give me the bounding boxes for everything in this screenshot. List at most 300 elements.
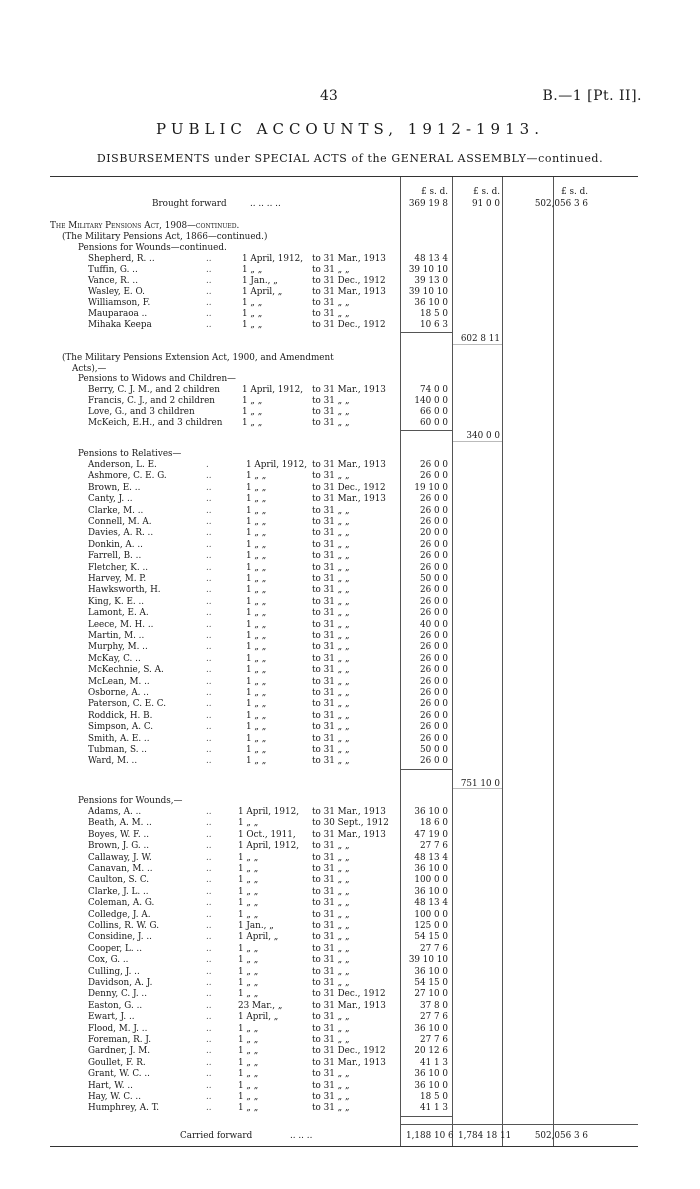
period-to: to 30 Sept., 1912 [312, 818, 389, 829]
ledger-row [50, 1035, 638, 1045]
amount: 26 0 0 [420, 653, 448, 664]
period-from: 1 „ „ [238, 852, 259, 863]
leader-dots: .. [206, 631, 212, 641]
leader-dots: .. [206, 287, 212, 297]
col-head-a: £ s. d. [421, 187, 448, 197]
amount: 27 7 6 [420, 943, 448, 954]
leader-dots: .. [206, 807, 212, 817]
leader-dots: .. [206, 665, 212, 676]
period-to: to 31 „ „ [312, 574, 350, 584]
period-from: 1 April, 1912, [242, 385, 303, 395]
leader-dots: .. [206, 886, 212, 897]
section-rule [453, 441, 502, 442]
period-to: to 31 Mar., 1913 [312, 254, 386, 264]
period-to: to 31 Dec., 1912 [312, 276, 386, 286]
act-title-row [50, 221, 638, 231]
period-to: to 31 Mar., 1913 [312, 1000, 386, 1011]
period-to: to 31 „ „ [312, 562, 350, 573]
period-to: to 31 „ „ [312, 596, 350, 607]
period-from: 1 „ „ [246, 585, 267, 596]
amount: 26 0 0 [420, 710, 448, 721]
period-to: to 31 Mar., 1913 [312, 385, 386, 395]
amount: 26 0 0 [420, 562, 448, 573]
period-to: to 31 „ „ [312, 1103, 350, 1114]
payee-name: Humphrey, A. T. [88, 1103, 160, 1114]
amount: 36 10 0 [414, 1069, 448, 1080]
ledger-row [50, 1058, 638, 1068]
amount: 26 0 0 [420, 665, 448, 676]
period-from: 1 „ „ [238, 1023, 259, 1034]
leader-dots: .. [206, 841, 212, 852]
payee-name: Martin, M. .. [88, 631, 145, 641]
leader-dots: .. [206, 829, 212, 840]
period-from: 1 „ „ [246, 710, 267, 721]
leader-dots: .. [206, 254, 212, 264]
period-from: 1 „ „ [242, 407, 263, 417]
period-from: 1 „ „ [238, 886, 259, 897]
payee-name: Mauparaoa .. [88, 309, 148, 319]
payee-name: McLean, M. .. [88, 676, 150, 687]
period-from: 1 „ „ [238, 909, 259, 920]
period-from: 1 „ „ [246, 482, 267, 493]
subtotal-rule [401, 1116, 452, 1117]
leader-dots: .. [206, 265, 212, 275]
period-from: 1 „ „ [238, 1046, 259, 1057]
amount: 26 0 0 [420, 460, 448, 470]
amount: 26 0 0 [420, 699, 448, 710]
period-to: to 31 „ „ [312, 756, 350, 767]
ledger-row [50, 309, 638, 319]
act-sub: (The Military Pensions Act, 1866—continued.) [62, 232, 268, 242]
period-from: 1 „ „ [238, 943, 259, 954]
leader-dots: .. [206, 932, 212, 943]
amount: 26 0 0 [420, 471, 448, 482]
ledger-row [50, 631, 638, 641]
payee-name: Brown, E. .. [88, 482, 141, 493]
payee-name: Caulton, S. C. [88, 875, 150, 886]
ledger-row [50, 551, 638, 561]
period-from: 1 „ „ [238, 989, 259, 1000]
brought-forward-label: Brought forward [152, 199, 227, 209]
ledger-row [50, 642, 638, 652]
payee-name: Connell, M. A. [88, 517, 152, 527]
ledger-row [50, 265, 638, 275]
relatives-title-row [50, 449, 638, 459]
leader-dots: .. [206, 756, 212, 767]
period-from: 1 „ „ [242, 320, 263, 330]
payee-name: Simpson, A. C. [88, 722, 154, 733]
leader-dots: .. [206, 978, 212, 988]
period-from: 1 „ „ [238, 1080, 259, 1091]
period-from: 1 „ „ [246, 722, 267, 733]
amount: 54 15 0 [414, 932, 448, 943]
period-to: to 31 „ „ [312, 1092, 350, 1102]
extension-act-title2: Acts),— [72, 364, 107, 374]
ledger-row [50, 396, 638, 406]
amount: 26 0 0 [420, 596, 448, 607]
period-from: 23 Mar., „ [238, 1000, 283, 1011]
period-from: 1 „ „ [238, 1035, 259, 1045]
period-from: 1 „ „ [246, 676, 267, 687]
ledger-row [50, 298, 638, 308]
payee-name: Denny, C. J. .. [88, 989, 148, 1000]
act-sub-row [50, 232, 638, 242]
period-to: to 31 „ „ [312, 396, 350, 406]
group-total-row [50, 779, 638, 789]
amount: 36 10 0 [414, 807, 448, 817]
wounds-title-row [50, 796, 638, 806]
payee-name: Colledge, J. A. [88, 909, 151, 920]
payee-name: McKay, C. .. [88, 653, 141, 664]
carried-forward-label: Carried forward [180, 1131, 253, 1141]
leader-dots: .. [206, 1057, 212, 1068]
payee-name: Cooper, L. .. [88, 943, 143, 954]
leader-dots: .. [206, 505, 212, 516]
leader-dots: .. [206, 898, 212, 909]
ledger-row [50, 385, 638, 395]
period-to: to 31 „ „ [312, 898, 350, 909]
leader-dots: .. [206, 1046, 212, 1057]
brought-forward-b: 91 0 0 [472, 199, 500, 209]
amount: 10 6 3 [420, 320, 448, 330]
period-from: 1 „ „ [246, 494, 267, 505]
leader-dots: .. [206, 699, 212, 710]
amount: 140 0 0 [414, 396, 448, 406]
leader-dots: . [206, 460, 209, 470]
leader-dots: .. [206, 1023, 212, 1034]
payee-name: Goullet, F. R. [88, 1057, 146, 1068]
payee-name: Easton, G. .. [88, 1000, 143, 1011]
payee-name: Tuffin, G. .. [88, 265, 138, 275]
period-to: to 31 „ „ [312, 1012, 350, 1023]
ledger-row [50, 887, 638, 897]
subtotal-rule [401, 769, 452, 770]
group-total: 340 0 0 [466, 431, 500, 441]
period-to: to 31 „ „ [312, 978, 350, 988]
leader-dots: .. [206, 653, 212, 664]
group-title: Pensions for Wounds—continued. [78, 243, 227, 253]
amount: 37 8 0 [420, 1000, 448, 1011]
period-to: to 31 „ „ [312, 407, 350, 417]
act-title: The Military Pensions Act, 1908—continued. [50, 221, 240, 231]
ledger-row [50, 818, 638, 828]
payee-name: Cox, G. .. [88, 955, 129, 966]
amount: 36 10 0 [414, 298, 448, 308]
ledger-row [50, 620, 638, 630]
subtotal-rule [401, 332, 452, 333]
period-to: to 31 „ „ [312, 1080, 350, 1091]
period-from: 1 „ „ [246, 699, 267, 710]
payee-name: Ewart, J. .. [88, 1012, 135, 1023]
payee-name: Hart, W. .. [88, 1080, 133, 1091]
ledger-row [50, 1103, 638, 1113]
leader-dots: .. [206, 733, 212, 744]
group-total: 751 10 0 [460, 779, 500, 789]
leader-dots: .. [206, 875, 212, 886]
amount: 125 0 0 [414, 921, 448, 931]
ledger-row [50, 528, 638, 538]
period-to: to 31 Mar., 1913 [312, 1057, 386, 1068]
period-from: 1 „ „ [242, 309, 263, 319]
leader-dots: .. [206, 585, 212, 596]
document-reference: B.—1 [Pt. II]. [542, 88, 642, 104]
period-from: 1 „ „ [238, 1092, 259, 1102]
payee-name: Harvey, M. P. [88, 574, 147, 584]
ledger-row [50, 654, 638, 664]
payee-name: Brown, J. G. .. [88, 841, 150, 852]
amount: 18 5 0 [420, 309, 448, 319]
amount: 36 10 0 [414, 864, 448, 874]
brought-forward-row [50, 199, 638, 209]
leader-dots: .. [206, 1069, 212, 1080]
period-from: 1 „ „ [242, 298, 263, 308]
period-to: to 31 „ „ [312, 309, 350, 319]
ledger-row [50, 967, 638, 977]
amount: 27 10 0 [414, 989, 448, 1000]
widows-title-row [50, 374, 638, 384]
payee-name: Boyes, W. F. .. [88, 829, 150, 840]
ledger-row [50, 745, 638, 755]
leader-dots: .. [206, 710, 212, 721]
period-from: 1 „ „ [246, 608, 267, 619]
page-title: PUBLIC ACCOUNTS, 1912-1913. [156, 120, 544, 138]
payee-name: Osborne, A. .. [88, 688, 149, 698]
payee-name: McKeich, E.H., and 3 children [88, 418, 223, 428]
period-from: 1 „ „ [238, 1057, 259, 1068]
period-to: to 31 „ „ [312, 955, 350, 966]
payee-name: Foreman, R. J. [88, 1035, 152, 1045]
amount: 39 13 0 [414, 276, 448, 286]
leader-dots: .. [206, 494, 212, 505]
ledger-row [50, 711, 638, 721]
ledger-row [50, 506, 638, 516]
period-to: to 31 Dec., 1912 [312, 320, 386, 330]
leader-dots: .. [206, 517, 212, 527]
leader-dots: .. [206, 688, 212, 698]
amount: 48 13 4 [414, 852, 448, 863]
period-from: 1 „ „ [246, 619, 267, 630]
payee-name: Tubman, S. .. [88, 745, 147, 755]
payee-name: Ward, M. .. [88, 756, 138, 767]
leader-dots: .. [206, 1103, 212, 1114]
ledger-row [50, 287, 638, 297]
amount: 36 10 0 [414, 1023, 448, 1034]
carried-forward-row [50, 1131, 638, 1141]
ledger-row [50, 722, 638, 732]
payee-name: Culling, J. .. [88, 966, 140, 977]
period-from: 1 „ „ [238, 978, 259, 988]
period-from: 1 „ „ [246, 665, 267, 676]
ledger-row [50, 864, 638, 874]
amount: 50 0 0 [420, 745, 448, 755]
amount: 100 0 0 [414, 875, 448, 886]
period-to: to 31 „ „ [312, 418, 350, 428]
period-to: to 31 „ „ [312, 471, 350, 482]
period-to: to 31 „ „ [312, 722, 350, 733]
ledger-row [50, 898, 638, 908]
period-to: to 31 „ „ [312, 886, 350, 897]
carried-forward-c: 502,056 3 6 [534, 1131, 588, 1141]
payee-name: Anderson, L. E. [88, 460, 157, 470]
period-to: to 31 „ „ [312, 539, 350, 550]
period-from: 1 Jan., „ [238, 921, 274, 931]
leader-dots: .. [206, 596, 212, 607]
period-from: 1 „ „ [246, 653, 267, 664]
leader-dots: .. [206, 539, 212, 550]
amount: 36 10 0 [414, 1080, 448, 1091]
ledger-row [50, 688, 638, 698]
payee-name: Beath, A. M. .. [88, 818, 152, 829]
payee-name: Francis, C. J., and 2 children [88, 396, 215, 406]
payee-name: Collins, R. W. G. [88, 921, 160, 931]
payee-name: Flood, M. J. .. [88, 1023, 148, 1034]
period-from: 1 „ „ [246, 642, 267, 653]
period-to: to 31 „ „ [312, 932, 350, 943]
leader-dots: .. [206, 320, 212, 330]
section-rule [453, 788, 502, 789]
amount: 18 6 0 [420, 818, 448, 829]
payee-name: Fletcher, K. .. [88, 562, 149, 573]
period-to: to 31 „ „ [312, 265, 350, 275]
amount: 26 0 0 [420, 676, 448, 687]
ledger-row [50, 574, 638, 584]
subtotal-rule [401, 430, 452, 431]
relatives-title: Pensions to Relatives— [78, 449, 182, 459]
amount: 26 0 0 [420, 551, 448, 562]
ledger-row [50, 1024, 638, 1034]
payee-name: Grant, W. C. .. [88, 1069, 150, 1080]
brought-forward-c: 502,056 3 6 [534, 199, 588, 209]
ledger-row [50, 407, 638, 417]
leader-dots: .. [206, 943, 212, 954]
payee-name: Vance, R. .. [88, 276, 138, 286]
period-to: to 31 „ „ [312, 710, 350, 721]
payee-name: King, K. E. .. [88, 596, 145, 607]
payee-name: Wasley, E. O. [88, 287, 145, 297]
period-from: 1 Oct., 1911, [238, 829, 296, 840]
payee-name: Clarke, J. L. .. [88, 886, 149, 897]
leader-dots: .. [206, 989, 212, 1000]
amount: 41 1 3 [420, 1057, 448, 1068]
payee-name: Shepherd, R. .. [88, 254, 155, 264]
period-to: to 31 „ „ [312, 943, 350, 954]
col-head-c: £ s. d. [561, 187, 588, 197]
ledger-row [50, 1081, 638, 1091]
amount: 26 0 0 [420, 585, 448, 596]
leader-dots: .. [206, 482, 212, 493]
payee-name: Callaway, J. W. [88, 852, 152, 863]
payee-name: Berry, C. J. M., and 2 children [88, 385, 220, 395]
payee-name: Lamont, E. A. [88, 608, 149, 619]
ledger-row [50, 830, 638, 840]
payee-name: Mihaka Keepa [88, 320, 152, 330]
payee-name: Canavan, M. .. [88, 864, 153, 874]
ledger-row [50, 841, 638, 851]
period-to: to 31 „ „ [312, 653, 350, 664]
ledger-row [50, 875, 638, 885]
period-to: to 31 „ „ [312, 875, 350, 886]
ledger-row [50, 585, 638, 595]
page-subtitle: DISBURSEMENTS under SPECIAL ACTS of the GENERAL ASSEMBLY—continued. [96, 152, 604, 165]
ledger-row [50, 471, 638, 481]
amount: 36 10 0 [414, 886, 448, 897]
ledger-row [50, 944, 638, 954]
period-from: 1 „ „ [246, 562, 267, 573]
period-to: to 31 Mar., 1913 [312, 460, 386, 470]
ledger-row [50, 320, 638, 330]
leader-dots: .. [206, 1092, 212, 1102]
payee-name: Hay, W. C. .. [88, 1092, 142, 1102]
ledger-row [50, 989, 638, 999]
ledger-row [50, 955, 638, 965]
leader-dots: .. [206, 852, 212, 863]
leader-dots: .. [206, 562, 212, 573]
period-from: 1 „ „ [238, 1069, 259, 1080]
payee-name: Davidson, A. J. [88, 978, 153, 988]
period-to: to 31 „ „ [312, 841, 350, 852]
total-rule [401, 1124, 638, 1125]
amount: 47 19 0 [414, 829, 448, 840]
period-to: to 31 „ „ [312, 733, 350, 744]
ledger-row [50, 460, 638, 470]
amount: 50 0 0 [420, 574, 448, 584]
leader-dots: .. [206, 1080, 212, 1091]
period-to: to 31 „ „ [312, 676, 350, 687]
extension-act-row2 [50, 364, 638, 374]
amount: 19 10 0 [414, 482, 448, 493]
payee-name: Farrell, B. .. [88, 551, 142, 562]
payee-name: Williamson, F. [88, 298, 151, 308]
ledger-row [50, 921, 638, 931]
payee-name: Roddick, H. B. [88, 710, 153, 721]
payee-name: Coleman, A. G. [88, 898, 155, 909]
period-from: 1 „ „ [238, 955, 259, 966]
period-to: to 31 Mar., 1913 [312, 494, 386, 505]
period-to: to 31 Dec., 1912 [312, 1046, 386, 1057]
period-to: to 31 „ „ [312, 517, 350, 527]
period-from: 1 „ „ [242, 418, 263, 428]
period-to: to 31 „ „ [312, 585, 350, 596]
ledger-row [50, 1092, 638, 1102]
period-to: to 31 „ „ [312, 1069, 350, 1080]
leader-dots: .. [206, 608, 212, 619]
amount: 26 0 0 [420, 631, 448, 641]
period-from: 1 „ „ [246, 574, 267, 584]
amount: 20 0 0 [420, 528, 448, 539]
period-from: 1 „ „ [246, 596, 267, 607]
period-from: 1 „ „ [246, 756, 267, 767]
amount: 74 0 0 [420, 385, 448, 395]
leader-dots: .. [206, 309, 212, 319]
amount: 60 0 0 [420, 418, 448, 428]
amount: 18 5 0 [420, 1092, 448, 1102]
period-from: 1 April, 1912, [246, 460, 307, 470]
period-to: to 31 „ „ [312, 864, 350, 874]
payee-name: Murphy, M. .. [88, 642, 148, 653]
leader-dots: .. [206, 921, 212, 931]
amount: 54 15 0 [414, 978, 448, 988]
amount: 66 0 0 [420, 407, 448, 417]
payee-name: Clarke, M. .. [88, 505, 144, 516]
period-from: 1 April, 1912, [238, 807, 299, 817]
amount: 36 10 0 [414, 966, 448, 977]
payee-name: McKechnie, S. A. [88, 665, 164, 676]
period-from: 1 April, 1912, [238, 841, 299, 852]
ledger-row [50, 494, 638, 504]
col-head-b: £ s. d. [473, 187, 500, 197]
amount: 26 0 0 [420, 517, 448, 527]
carried-forward-a: 1,188 10 6 [406, 1131, 454, 1141]
